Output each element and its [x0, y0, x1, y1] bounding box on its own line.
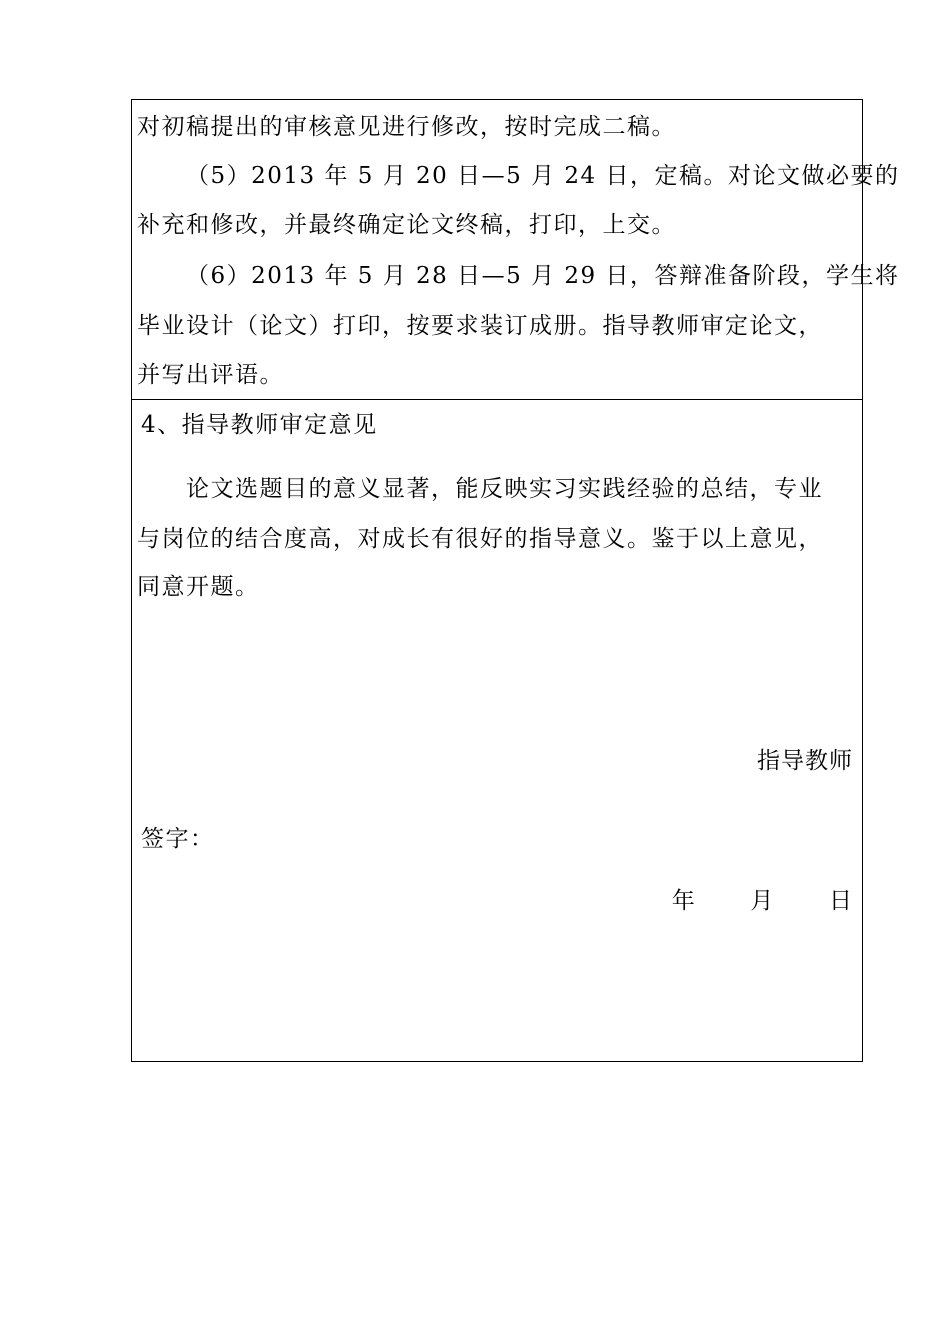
schedule-line-1: 对初稿提出的审核意见进行修改，按时完成二稿。: [137, 114, 676, 140]
schedule-line-2: （5）2013 年 5 月 20 日—5 月 24 日，定稿。对论文做必要的: [186, 163, 900, 189]
schedule-line-4: （6）2013 年 5 月 28 日—5 月 29 日，答辩准备阶段，学生将: [186, 263, 900, 289]
date-month: 月: [750, 888, 775, 914]
schedule-line-3: 补充和修改，并最终确定论文终稿，打印，上交。: [137, 212, 676, 238]
advisor-label: 指导教师: [757, 748, 853, 774]
opinion-line-1: 论文选题目的意义显著，能反映实习实践经验的总结，专业: [186, 476, 823, 502]
date-row: [672, 886, 853, 916]
form-table: [131, 99, 900, 1062]
advisor-review-cell: [132, 400, 862, 1061]
schedule-line-5: 毕业设计（论文）打印，按要求装订成册。指导教师审定论文，: [137, 313, 823, 339]
review-heading: 4、指导教师审定意见: [141, 412, 378, 438]
date-day: 日: [829, 888, 853, 914]
opinion-line-3: 同意开题。: [137, 574, 260, 600]
date-year: 年: [671, 888, 696, 914]
schedule-cell: [132, 100, 900, 400]
signature-label: 签字：: [141, 826, 215, 852]
opinion-line-2: 与岗位的结合度高，对成长有很好的指导意义。鉴于以上意见，: [137, 526, 823, 552]
schedule-line-6: 并写出评语。: [137, 362, 284, 388]
